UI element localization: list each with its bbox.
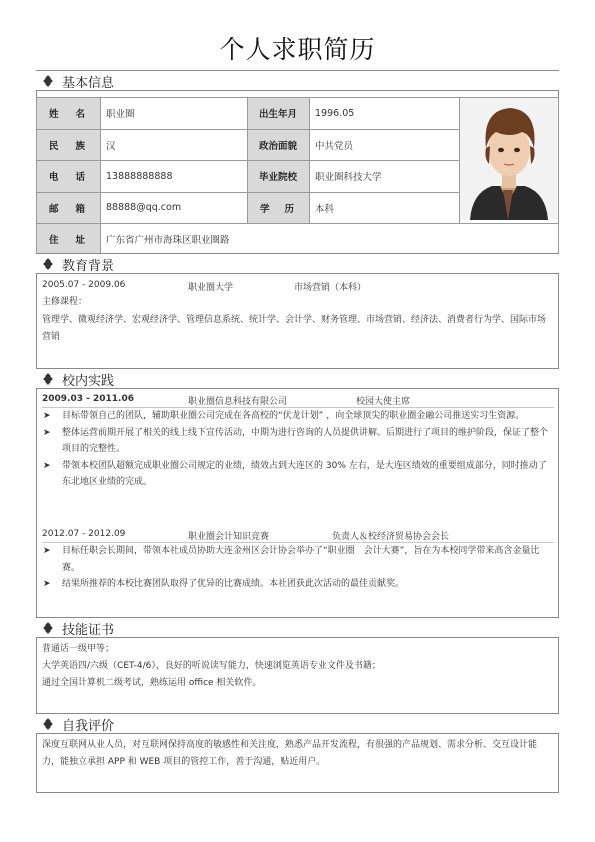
phone-label: 电 话 [37,161,101,193]
avatar [460,98,557,220]
education-major: 市场营销（本科） [294,283,367,293]
section-title: 校内实践 [62,374,115,389]
arrow-bullet-icon: ➤ [43,460,51,471]
arrow-bullet-icon: ➤ [43,411,51,421]
list-item: ➤ 目标任职会长期间，带领本社成员协助大连金州区会计协会举办了“职业圈 会计大赛”，旨在为本校同学带来高含金量比赛。 [40,543,552,576]
politics-value: 中共党员 [310,129,460,161]
politics-label: 政治面貌 [248,129,310,161]
list-item: ➤ 结果所推荐的本校比赛团队取得了优异的比赛成绩。本社团获此次活动的最佳贡献奖。 [40,576,552,593]
courses-label: 主修课程： [42,297,88,307]
diamond-bullet-icon [44,623,53,632]
resume-title: 个人求职简历 [219,35,376,64]
address-label: 住 址 [37,224,101,254]
campus-period: 2012.07 - 2012.09 [42,529,126,539]
skill-line: 大学英语四/六级（CET-4/6），良好的听说读写能力，快速浏览英语专业文件及书籍； [42,661,381,671]
nation-label: 民 族 [37,129,101,161]
degree-label: 学 历 [248,192,310,224]
list-item: ➤ 目标带领自己的团队，辅助职业圈公司完成在各高校的“伏龙计划” ，向全球顶尖的职业圈金融公司推送实习生资源。 [40,408,552,425]
email-label: 邮 箱 [37,192,101,224]
name-value: 职业圈 [101,98,248,130]
education-school: 职业圈大学 [188,283,234,293]
section-header-campus [36,368,559,389]
section-title: 基本信息 [62,76,115,91]
section-header-self [36,713,559,734]
diamond-bullet-icon [44,719,53,728]
diamond-bullet-icon [44,76,53,85]
campus-period: 2009.03 - 2011.06 [42,394,134,404]
birth-value: 1996.05 [310,98,460,130]
education-period: 2005.07 - 2009.06 [42,280,126,290]
section-title: 技能证书 [62,623,115,638]
name-label: 姓 名 [37,98,101,130]
campus-list-1 [40,408,552,491]
skill-line: 通过全国计算机二级考试，熟练运用 office 相关软件。 [42,678,262,688]
section-header-basic [36,70,559,91]
list-item: ➤ 带领本校团队超额完成职业圈公司规定的业绩，绩效占到大连区的 30% 左右，是大连区绩效的重要组成部分，同时推动了东北地区业绩的完成。 [40,458,552,491]
campus-role: 校园大使主席 [356,397,411,407]
email-value: 88888@qq.com [101,192,248,224]
nation-value: 汉 [101,129,248,161]
degree-value: 本科 [310,192,460,224]
skill-line: 普通话一级甲等； [42,644,115,654]
phone-value: 13888888888 [101,161,248,193]
school-value: 职业圈科技大学 [310,161,460,193]
campus-role: 负责人＆校经济贸易协会会长 [332,532,450,542]
arrow-bullet-icon: ➤ [43,546,51,556]
list-item: ➤ 整体运营前期开展了相关的线上线下宣传活动，中期为进行咨询的人员提供讲解。后期进行了项目的维护阶段，保证了整个项目的完整性。 [40,425,552,458]
diamond-bullet-icon [44,374,53,383]
section-title: 教育背景 [62,259,115,274]
arrow-bullet-icon: ➤ [43,579,51,589]
section-header-education [36,253,559,274]
section-header-skills [36,617,559,638]
address-value: 广东省广州市海珠区职业圈路 [101,224,559,254]
arrow-bullet-icon: ➤ [43,427,51,438]
diamond-bullet-icon [44,259,53,268]
basic-info-table [36,97,559,254]
section-title: 自我评价 [62,719,115,734]
campus-org: 职业圈会计知识竞赛 [188,532,270,542]
school-label: 毕业院校 [248,161,310,193]
profile-photo [460,98,559,224]
self-eval-text: 深度互联网从业人员，对互联网保持高度的敏感性和关注度，熟悉产品开发流程，有很强的产品规划、需求分析、交互设计能力，能独立承担 APP 和 WEB 项目的管控工作，善于沟通，贴近用户。 [42,740,538,767]
campus-org: 职业圈信息科技有限公司 [188,397,288,407]
courses-text: 管理学、微观经济学、宏观经济学、管理信息系统、统计学、会计学、财务管理、市场营销、经济法、消费者行为学、国际市场营销 [42,315,547,342]
birth-label: 出生年月 [248,98,310,130]
campus-list-2 [40,543,552,593]
